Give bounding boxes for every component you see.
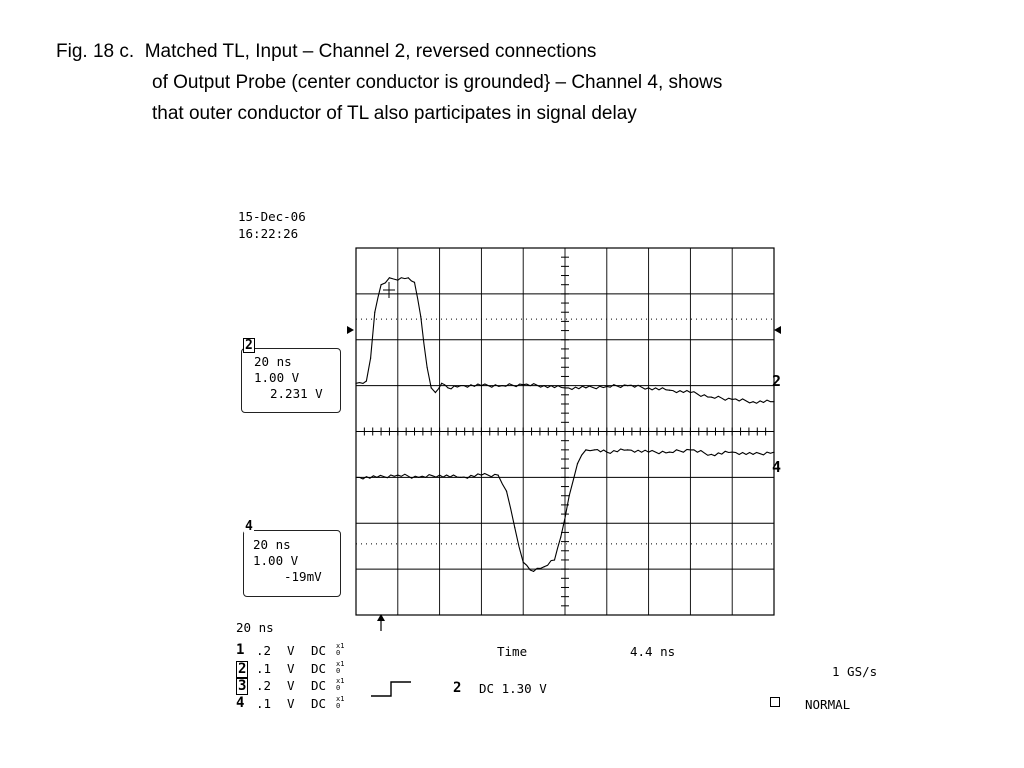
acquisition-mode: NORMAL xyxy=(805,697,851,712)
trace-2-point xyxy=(447,387,448,388)
trigger-setting: DC 1.30 V xyxy=(479,681,547,696)
trace-2-point xyxy=(460,385,461,386)
trace-2-point xyxy=(648,387,649,388)
trace-2-point xyxy=(435,392,436,393)
trace-4-point xyxy=(732,452,733,453)
ch2-offset: 2.231 V xyxy=(270,386,323,401)
trace-2-point xyxy=(606,386,607,387)
trace-2-point xyxy=(481,385,482,386)
channel-2-number: 2 xyxy=(238,660,247,677)
trace-2-point xyxy=(564,387,565,388)
channel-4-readout xyxy=(243,519,341,597)
trace-4-point xyxy=(506,491,507,492)
trace-label-4: 4 xyxy=(772,458,782,476)
trace-2-point xyxy=(627,385,628,386)
time-label: Time xyxy=(497,644,528,659)
trace-2-point xyxy=(420,316,421,317)
sample-rate: 1 GS/s xyxy=(832,664,878,679)
trace-4-point xyxy=(514,527,515,528)
trace-2-point xyxy=(408,277,409,278)
trace-4-point xyxy=(355,477,356,478)
scope-date: 15-Dec-06 xyxy=(238,209,306,224)
trace-2-point xyxy=(669,390,670,391)
trace-2-point xyxy=(502,385,503,386)
channel-1-probe: x10 xyxy=(336,642,345,657)
trace-4-point xyxy=(773,452,774,453)
trace-4-point xyxy=(606,452,607,453)
trace-2-point xyxy=(389,277,390,278)
trace-2-point xyxy=(431,387,432,388)
trace-2-point xyxy=(355,383,356,384)
trace-4-point xyxy=(594,449,595,450)
trigger-level-mark xyxy=(383,282,395,298)
channel-3-number: 3 xyxy=(238,678,247,694)
trace-4-point xyxy=(560,536,561,537)
trigger-position-arrow xyxy=(377,614,385,631)
trace-2-point xyxy=(690,392,691,393)
trace-2-point xyxy=(370,358,371,359)
trace-4-point xyxy=(569,495,570,496)
channel-2-probe: x10 xyxy=(336,659,345,675)
channel-2-coupling: DC xyxy=(311,660,327,676)
trace-label-2: 2 xyxy=(772,372,782,390)
mode-indicator-icon xyxy=(770,697,780,707)
trace-4-point xyxy=(376,477,377,478)
left-level-arrow xyxy=(347,326,354,334)
time-value: 4.4 ns xyxy=(630,644,676,659)
trace-2-point xyxy=(585,387,586,388)
trace-4-point xyxy=(533,571,534,572)
channel-1-scale: .2 xyxy=(256,643,272,658)
trace-2-point xyxy=(427,367,428,368)
trace-4-point xyxy=(523,562,524,563)
ch4-volts: 1.00 V xyxy=(253,553,299,568)
trace-2-point xyxy=(381,284,382,285)
trace-4-point xyxy=(711,454,712,455)
trace-2-point xyxy=(544,385,545,386)
channel-4-scale: .1 xyxy=(256,695,272,711)
channel-1-number: 1 xyxy=(236,642,245,658)
caption-line-2: of Output Probe (center conductor is grounded} – Channel 4, shows xyxy=(152,72,723,93)
trace-2-point xyxy=(773,401,774,402)
trace-4-point xyxy=(544,566,545,567)
trace-4-point xyxy=(439,475,440,476)
trace-4-point xyxy=(554,559,555,560)
channel-4-unit: V xyxy=(287,695,295,711)
trace-4-point xyxy=(648,452,649,453)
channel-1-coupling: DC xyxy=(311,643,327,658)
trace-4-point xyxy=(627,449,628,450)
trigger-slope-icon xyxy=(371,682,411,696)
timebase-label: 20 ns xyxy=(236,620,274,635)
channel-4-coupling: DC xyxy=(311,695,327,711)
trace-4-point xyxy=(460,477,461,478)
ch4-offset: -19mV xyxy=(284,569,322,584)
trace-4-point xyxy=(753,454,754,455)
trace-4-point xyxy=(498,475,499,476)
channel-2-scale: .1 xyxy=(256,660,272,676)
channel-3-probe: x10 xyxy=(336,677,345,692)
trace-4-point xyxy=(690,449,691,450)
trace-2-point xyxy=(374,312,375,313)
channel-3-unit: V xyxy=(287,678,295,693)
ch2-volts: 1.00 V xyxy=(254,370,300,385)
trace-4-point xyxy=(418,477,419,478)
channel-2-unit: V xyxy=(287,660,295,676)
ch4-timebase: 20 ns xyxy=(253,537,291,552)
scope-time: 16:22:26 xyxy=(238,226,299,241)
trace-4-point xyxy=(481,475,482,476)
channel-2-readout xyxy=(241,338,341,413)
caption-line-1: Fig. 18 c. Matched TL, Input – Channel 2, reversed connections xyxy=(56,41,597,62)
trace-2-point xyxy=(753,401,754,402)
channel-3-scale: .2 xyxy=(256,678,272,693)
trace-2-point xyxy=(414,282,415,283)
trace-2-point xyxy=(711,397,712,398)
caption-line-3: that outer conductor of TL also participates in signal delay xyxy=(152,103,637,124)
trace-2-point xyxy=(397,280,398,281)
trace-4-point xyxy=(577,463,578,464)
channel-1-unit: V xyxy=(287,643,295,658)
channel-3-coupling: DC xyxy=(311,678,327,693)
trace-4-point xyxy=(397,475,398,476)
trace-2-point xyxy=(732,399,733,400)
trace-4-point xyxy=(669,452,670,453)
right-level-arrow xyxy=(774,326,781,334)
trace-2-point xyxy=(523,384,524,385)
ch2-timebase: 20 ns xyxy=(254,354,292,369)
trace-2-point xyxy=(366,380,367,381)
channel-4-probe: x10 xyxy=(336,694,345,710)
channel-2-marker: 2 xyxy=(245,338,253,353)
channel-4-number: 4 xyxy=(236,694,245,711)
trace-2-point xyxy=(441,383,442,384)
channel-4-marker: 4 xyxy=(245,519,253,534)
trigger-channel: 2 xyxy=(453,680,462,696)
trace-4-point xyxy=(585,449,586,450)
